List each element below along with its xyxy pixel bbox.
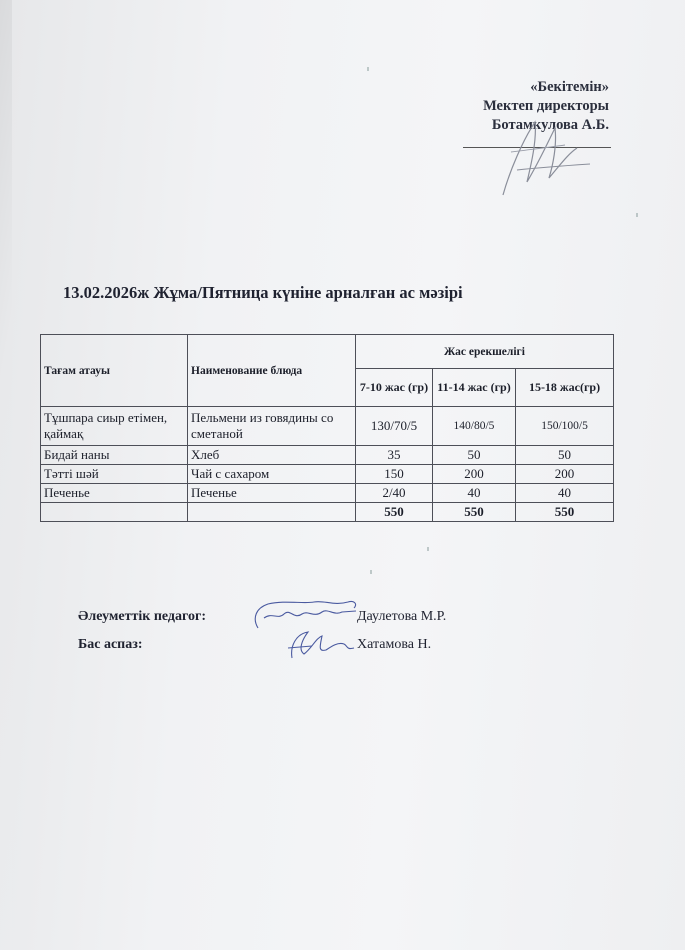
social-teacher-signature: [244, 598, 362, 632]
portion-11-14: 140/80/5: [433, 407, 516, 446]
portion-11-14: 50: [433, 446, 516, 465]
table-row: [41, 465, 614, 484]
total-15-18: 550: [516, 503, 614, 522]
portion-7-10: 2/40: [356, 484, 433, 503]
table-row: [41, 446, 614, 465]
approval-name: Ботамкулова А.Б.: [491, 117, 609, 133]
social-teacher-label: Әлеуметтік педагог:: [78, 609, 207, 624]
approval-heading: «Бекітемін»: [530, 79, 609, 95]
director-signature: [465, 110, 615, 200]
portion-11-14: 40: [433, 484, 516, 503]
paper-speck: [367, 67, 369, 71]
dish-name-ru: Печенье: [188, 484, 356, 503]
portion-15-18: 150/100/5: [516, 407, 614, 446]
portion-15-18: 50: [516, 446, 614, 465]
portion-7-10: 150: [356, 465, 433, 484]
portion-15-18: 200: [516, 465, 614, 484]
table-row: [41, 407, 614, 446]
portion-7-10: 35: [356, 446, 433, 465]
header-age-group: Жас ерекшелігі: [356, 335, 614, 369]
paper-speck: [370, 570, 372, 574]
portion-11-14: 200: [433, 465, 516, 484]
header-age-7-10: 7-10 жас (гр): [356, 369, 433, 407]
paper-speck: [427, 547, 429, 551]
dish-name-ru: Пельмени из говядины со сметаной: [188, 407, 356, 446]
dish-name-ru: Хлеб: [188, 446, 356, 465]
header-age-11-14: 11-14 жас (гр): [433, 369, 516, 407]
dish-name-kz: Тәтті шәй: [41, 465, 188, 484]
head-chef-name: Хатамова Н.: [357, 637, 432, 652]
page-title: 13.02.2026ж Жұма/Пятница күніне арналған ас мәзірі: [63, 283, 463, 302]
totals-row: [41, 503, 614, 522]
portion-15-18: 40: [516, 484, 614, 503]
paper-speck: [636, 213, 638, 217]
dish-name-ru: Чай с сахаром: [188, 465, 356, 484]
total-7-10: 550: [356, 503, 433, 522]
header-dish-name-kz: Тағам атауы: [41, 335, 188, 407]
head-chef-signature: [282, 628, 358, 662]
total-11-14: 550: [433, 503, 516, 522]
dish-name-kz: Печенье: [41, 484, 188, 503]
header-age-15-18: 15-18 жас(гр): [516, 369, 614, 407]
portion-7-10: 130/70/5: [356, 407, 433, 446]
header-dish-name-ru: Наименование блюда: [188, 335, 356, 407]
dish-name-kz: Бидай наны: [41, 446, 188, 465]
menu-table: [40, 334, 614, 522]
social-teacher-name: Даулетова М.Р.: [357, 609, 447, 624]
dish-name-kz: Тұшпара сиыр етімен, қаймақ: [41, 407, 188, 446]
head-chef-label: Бас аспаз:: [78, 637, 143, 652]
approval-position: Мектеп директоры: [483, 98, 609, 114]
table-row: [41, 484, 614, 503]
